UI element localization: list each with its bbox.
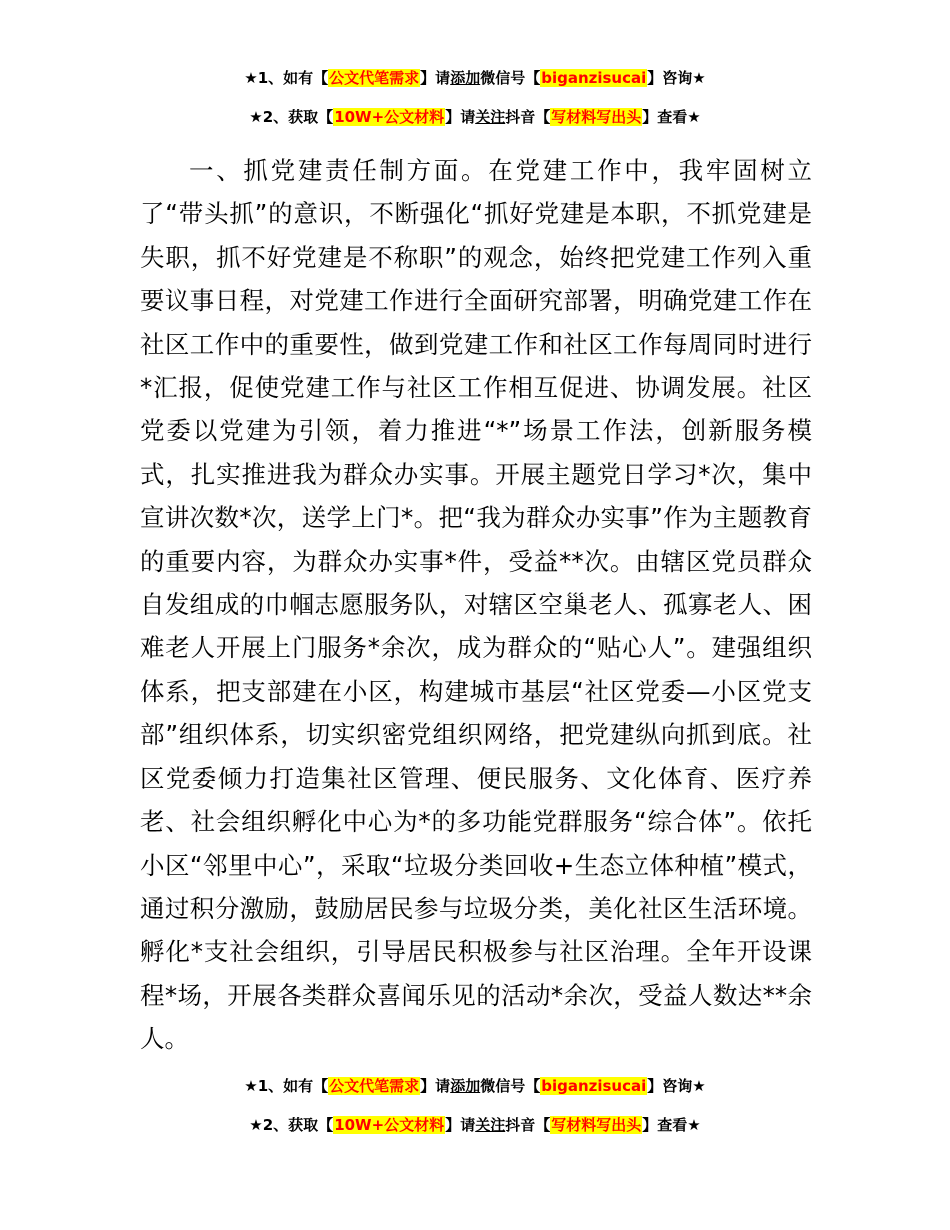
banner-highlight-materials: 10W+公文材料 xyxy=(334,1116,445,1134)
banner-text: 抖音【 xyxy=(505,1116,551,1134)
banner-highlight-wechat-id: biganzisucai xyxy=(541,69,647,87)
banner-prefix: ★2、获取【 xyxy=(249,1116,334,1134)
header-banner-line-2 xyxy=(0,107,950,127)
banner-text: 】请 xyxy=(445,108,476,126)
banner-highlight-douyin: 写材料写出头 xyxy=(551,108,642,126)
banner-highlight-materials: 10W+公文材料 xyxy=(334,108,445,126)
banner-prefix: ★2、获取【 xyxy=(249,108,334,126)
banner-text: 】请 xyxy=(420,69,451,87)
banner-suffix: 】咨询★ xyxy=(647,1077,706,1095)
banner-text: 微信号【 xyxy=(480,69,541,87)
banner-highlight-service: 公文代笔需求 xyxy=(329,69,420,87)
banner-suffix: 】咨询★ xyxy=(647,69,706,87)
banner-text: 】请 xyxy=(445,1116,476,1134)
banner-underline-word: 添加 xyxy=(450,1077,481,1095)
banner-underline-word: 添加 xyxy=(450,69,481,87)
banner-highlight-douyin: 写材料写出头 xyxy=(551,1116,642,1134)
banner-highlight-wechat-id: biganzisucai xyxy=(541,1077,647,1095)
footer-banner-line-2 xyxy=(0,1115,950,1135)
banner-prefix: ★1、如有【 xyxy=(244,69,329,87)
footer-banner-line-1 xyxy=(0,1076,950,1096)
banner-text: 】请 xyxy=(420,1077,451,1095)
banner-text: 微信号【 xyxy=(480,1077,541,1095)
banner-prefix: ★1、如有【 xyxy=(244,1077,329,1095)
banner-suffix: 】查看★ xyxy=(642,1116,701,1134)
banner-text: 抖音【 xyxy=(505,108,551,126)
header-banner-line-1 xyxy=(0,68,950,88)
banner-underline-word: 关注 xyxy=(475,1116,506,1134)
banner-underline-word: 关注 xyxy=(475,108,506,126)
body-paragraph: 一、抓党建责任制方面。在党建工作中，我牢固树立了“带头抓”的意识，不断强化“抓好党建是本职，不抓党建是失职，抓不好党建是不称职”的观念，始终把党建工作列入重要议事日程，对党建工作进行全面研究部署，明确党建工作在社区工作中的重要性，做到党建工作和社区工作每周同时进行*汇报，促使党建工作与社区工作相互促进、协调发展。社区党委以党建为引领，着力推进“*”场景工作法，创新服务模式，扎实推进我为群众办实事。开展主题党日学习*次，集中宣讲次数*次，送学上门*。把“我为群众办实事”作为主题教育的重要内容，为群众办实事*件，受益**次。由辖区党员群众自发组成的巾帼志愿服务队，对辖区空巢老人、孤寡老人、困难老人开展上门服务*余次，成为群众的“贴心人”。建强组织体系，把支部建在小区，构建城市基层“社区党委—小区党支部”组织体系，切实织密党组织网络，把党建纵向抓到底。社区党委倾力打造集社区管理、便民服务、文化体育、医疗养老、社会组织孵化中心为*的多功能党群服务“综合体”。依托小区“邻里中心”，采取“垃圾分类回收+生态立体种植”模式，通过积分激励，鼓励居民参与垃圾分类，美化社区生活环境。孵化*支社会组织，引导居民积极参与社区治理。全年开设课程*场，开展各类群众喜闻乐见的活动*余次，受益人数达**余人。 xyxy=(140,156,812,1054)
banner-suffix: 】查看★ xyxy=(642,108,701,126)
banner-highlight-service: 公文代笔需求 xyxy=(329,1077,420,1095)
